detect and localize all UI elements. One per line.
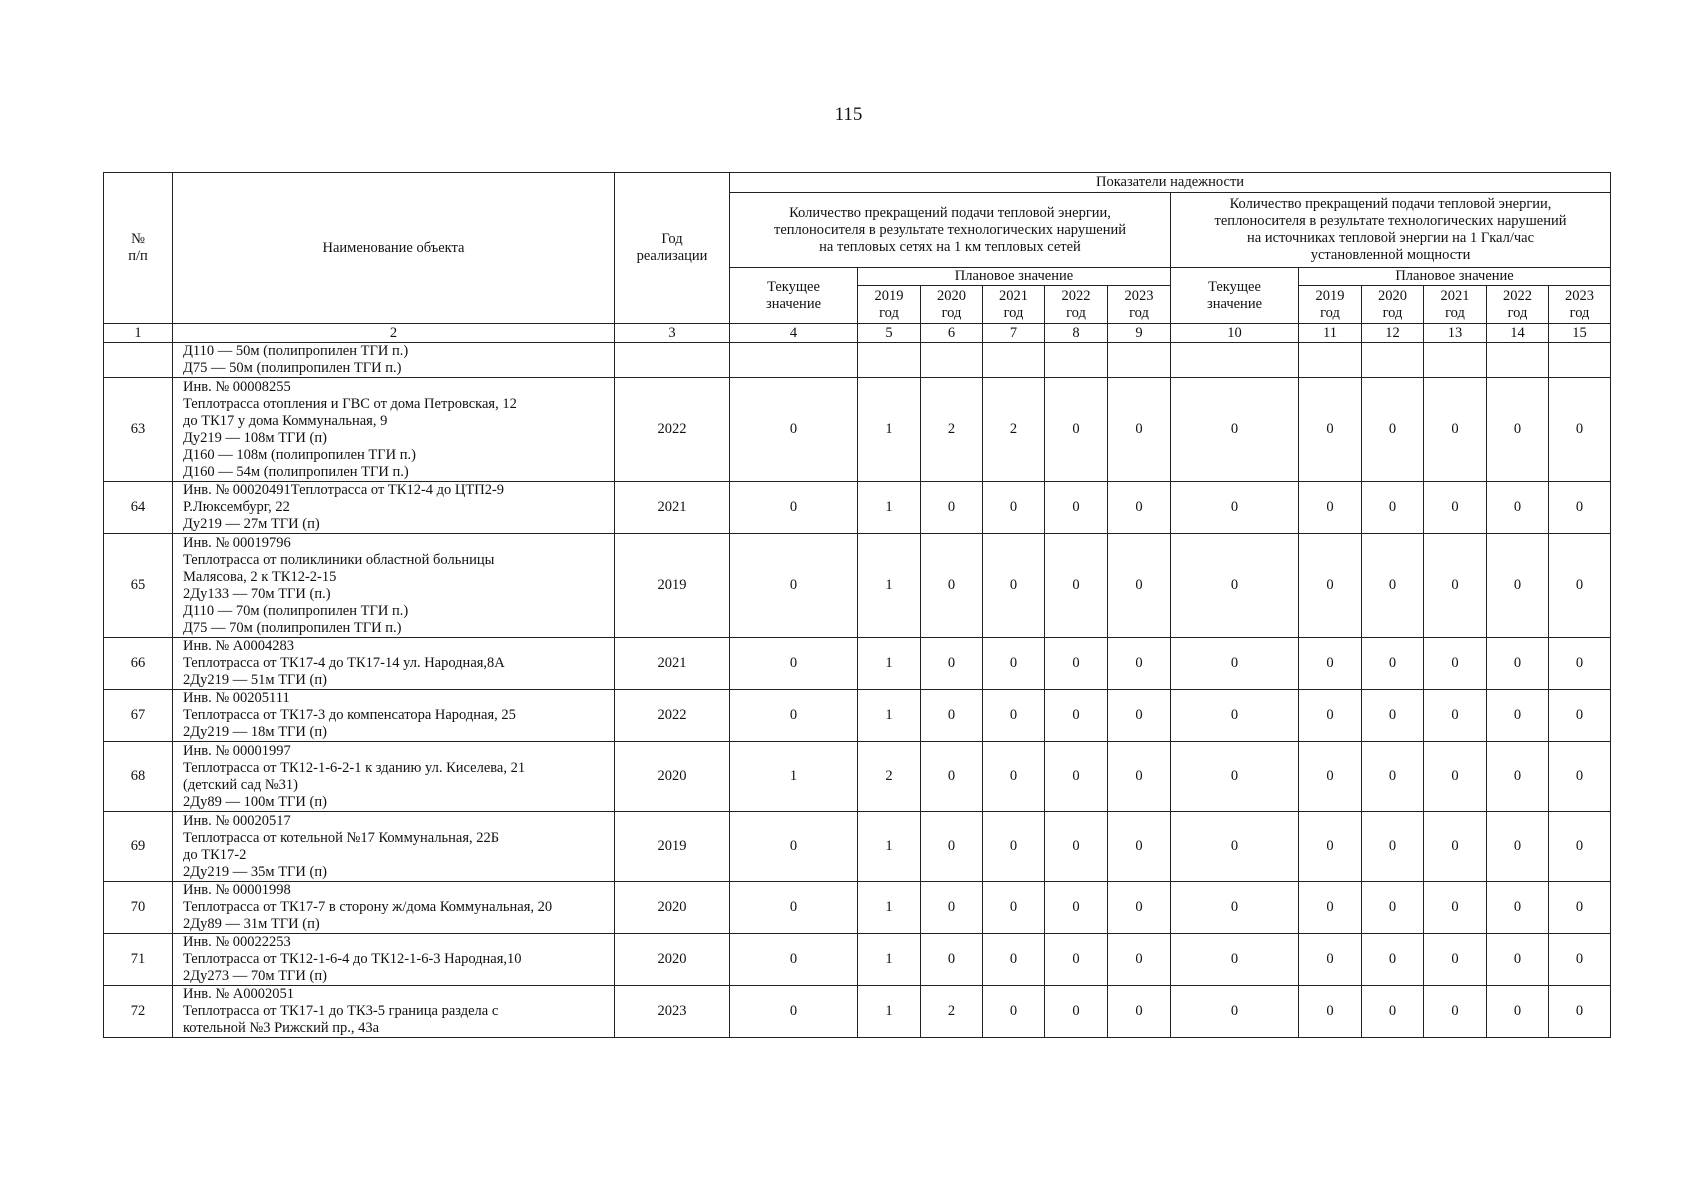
- header-group-line: на тепловых сетях на 1 км тепловых сетей: [819, 238, 1081, 255]
- object-name-line: Теплотрасса от ТК12-1-6-4 до ТК12-1-6-3 Народная,10: [183, 951, 522, 967]
- header-year-unit: год: [1507, 304, 1528, 321]
- indicator-value: 0: [1549, 378, 1611, 482]
- indicator-value: 0: [1487, 882, 1549, 934]
- header-year-value: 2022: [1503, 287, 1532, 304]
- indicator-value: 0: [1487, 812, 1549, 882]
- header-num: [104, 173, 173, 324]
- header-year-2023: [1549, 286, 1611, 324]
- indicator-value: 0: [1424, 812, 1487, 882]
- header-year-value: 2019: [1315, 287, 1345, 304]
- object-name-line: Теплотрасса от ТК12-1-6-2-1 к зданию ул. Киселева, 21: [183, 759, 526, 776]
- indicator-value: 0: [730, 812, 858, 882]
- indicator-value: [1299, 343, 1362, 378]
- header-current-networks: [730, 268, 858, 324]
- column-number: 14: [1487, 324, 1549, 343]
- indicator-value: 1: [858, 378, 921, 482]
- object-name-line: Теплотрасса от поликлиники областной больницы: [183, 551, 495, 568]
- indicator-value: 0: [1299, 882, 1362, 934]
- object-name-line: Д75 — 70м (полипропилен ТГИ п.): [183, 619, 402, 636]
- implementation-year: 2021: [615, 482, 730, 534]
- column-number: 1: [104, 324, 173, 343]
- indicator-value: 0: [1487, 690, 1549, 742]
- header-year-value: 2020: [1378, 287, 1407, 304]
- indicator-value: 0: [730, 934, 858, 986]
- implementation-year: 2022: [615, 690, 730, 742]
- header-year-2021: [1424, 286, 1487, 324]
- object-name-line: до ТК17 у дома Коммунальная, 9: [183, 412, 388, 429]
- header-year-2021: [983, 286, 1045, 324]
- object-name-line: Инв. № А0002051: [183, 986, 295, 1002]
- indicator-value: 0: [1171, 882, 1299, 934]
- indicator-value: 0: [1299, 482, 1362, 534]
- column-number: 12: [1362, 324, 1424, 343]
- row-number: 67: [104, 690, 173, 742]
- object-name-line: Малясова, 2 к ТК12-2-15: [183, 568, 337, 585]
- object-name-line: до ТК17-2: [183, 846, 247, 863]
- indicator-value: 1: [858, 534, 921, 638]
- header-current-line: значение: [1206, 295, 1263, 312]
- indicator-value: [983, 343, 1045, 378]
- indicator-value: [921, 343, 983, 378]
- indicator-value: 0: [1171, 934, 1299, 986]
- object-name-line: Теплотрасса от котельной №17 Коммунальная, 22Б: [183, 829, 500, 846]
- header-group-sources: [1171, 193, 1611, 268]
- indicator-value: 0: [921, 534, 983, 638]
- indicator-value: 0: [1108, 882, 1171, 934]
- indicator-value: 0: [1171, 534, 1299, 638]
- indicator-value: 0: [1424, 934, 1487, 986]
- indicator-value: 1: [730, 742, 858, 812]
- indicator-value: 0: [1549, 812, 1611, 882]
- header-year-line: реализации: [636, 248, 708, 264]
- object-name: [173, 742, 615, 812]
- indicator-value: 0: [1171, 986, 1299, 1038]
- object-name-line: Инв. № 00020491Теплотрасса от ТК12-4 до ЦТП2-9: [183, 482, 505, 498]
- indicator-value: 0: [983, 690, 1045, 742]
- object-name: [173, 378, 615, 482]
- indicator-value: 0: [921, 812, 983, 882]
- indicator-value: [1045, 343, 1108, 378]
- object-name-line: Инв. № 00205111: [183, 690, 290, 706]
- indicator-value: 0: [983, 482, 1045, 534]
- header-group-networks: [730, 193, 1171, 268]
- indicator-value: 0: [1487, 986, 1549, 1038]
- header-year-2019: [858, 286, 921, 324]
- indicator-value: 0: [921, 934, 983, 986]
- table-row: [104, 343, 1611, 378]
- indicator-value: 0: [1299, 638, 1362, 690]
- indicator-value: 0: [1171, 690, 1299, 742]
- indicator-value: 0: [1362, 812, 1424, 882]
- indicator-value: 0: [1362, 742, 1424, 812]
- object-name-line: 2Ду89 — 31м ТГИ (п): [183, 916, 320, 932]
- indicator-value: 0: [1108, 378, 1171, 482]
- table-row: [104, 882, 1611, 934]
- table-row: [104, 638, 1611, 690]
- indicator-value: [730, 343, 858, 378]
- indicator-value: 0: [730, 482, 858, 534]
- column-number: 3: [615, 324, 730, 343]
- implementation-year: [615, 343, 730, 378]
- indicator-value: 0: [1299, 534, 1362, 638]
- indicator-value: 0: [1108, 482, 1171, 534]
- header-current-line: значение: [765, 295, 822, 312]
- indicator-value: 0: [1299, 934, 1362, 986]
- indicator-value: 0: [1045, 638, 1108, 690]
- column-number: 13: [1424, 324, 1487, 343]
- row-number: 71: [104, 934, 173, 986]
- header-year-unit: год: [1003, 304, 1024, 321]
- column-number: 10: [1171, 324, 1299, 343]
- header-year: [615, 173, 730, 324]
- indicator-value: 0: [1171, 638, 1299, 690]
- indicator-value: 0: [1424, 534, 1487, 638]
- object-name-line: Инв. № 00020517: [183, 812, 291, 829]
- object-name-line: 2Ду273 — 70м ТГИ (п): [183, 968, 327, 984]
- indicator-value: 0: [921, 690, 983, 742]
- object-name: [173, 882, 615, 934]
- column-number: 8: [1045, 324, 1108, 343]
- indicator-value: 0: [983, 742, 1045, 812]
- object-name-line: Инв. № 00001998: [183, 882, 291, 898]
- header-year-value: 2020: [937, 287, 966, 304]
- header-year-unit: год: [1445, 304, 1465, 321]
- indicator-value: 0: [730, 690, 858, 742]
- header-num-line: п/п: [128, 248, 148, 264]
- header-group-line: теплоносителя в результате технологических нарушений: [774, 221, 1126, 238]
- row-number: 70: [104, 882, 173, 934]
- header-name: Наименование объекта: [173, 173, 615, 324]
- indicator-value: 0: [1424, 882, 1487, 934]
- indicator-value: 0: [1549, 934, 1611, 986]
- indicator-value: 0: [1362, 378, 1424, 482]
- indicator-value: 0: [1045, 986, 1108, 1038]
- header-group-line: Количество прекращений подачи тепловой энергии,: [789, 204, 1111, 221]
- table-row: [104, 986, 1611, 1038]
- indicator-value: 0: [1108, 934, 1171, 986]
- column-number: 9: [1108, 324, 1171, 343]
- object-name-line: Инв. № 00008255: [183, 378, 291, 395]
- indicator-value: 0: [1299, 812, 1362, 882]
- header-year-2023: [1108, 286, 1171, 324]
- page-number: 115: [834, 104, 863, 125]
- indicator-value: [1549, 343, 1611, 378]
- indicator-value: 0: [1362, 534, 1424, 638]
- object-name-line: Теплотрасса от ТК17-1 до ТК3-5 граница раздела с: [183, 1003, 499, 1019]
- header-group-line: теплоносителя в результате технологических нарушений: [1214, 213, 1567, 229]
- header-reliability: Показатели надежности: [730, 173, 1611, 193]
- indicator-value: 0: [921, 882, 983, 934]
- header-year-2022: [1487, 286, 1549, 324]
- indicator-value: 0: [983, 986, 1045, 1038]
- table-row: [104, 482, 1611, 534]
- object-name: [173, 343, 615, 378]
- object-name-line: Д160 — 54м (полипропилен ТГИ п.): [183, 463, 409, 480]
- indicator-value: 0: [983, 534, 1045, 638]
- indicator-value: 0: [1424, 690, 1487, 742]
- indicator-value: 0: [983, 812, 1045, 882]
- indicator-value: 0: [730, 378, 858, 482]
- object-name-line: Ду219 — 108м ТГИ (п): [183, 429, 327, 446]
- indicator-value: 1: [858, 638, 921, 690]
- column-number: 7: [983, 324, 1045, 343]
- table-row: [104, 934, 1611, 986]
- object-name-line: Р.Люксембург, 22: [183, 499, 290, 515]
- indicator-value: 0: [1045, 690, 1108, 742]
- indicator-value: 0: [1108, 690, 1171, 742]
- implementation-year: 2020: [615, 934, 730, 986]
- row-number: 66: [104, 638, 173, 690]
- indicator-value: [1171, 343, 1299, 378]
- indicator-value: 0: [983, 934, 1045, 986]
- header-planned-sources: Плановое значение: [1299, 268, 1611, 286]
- indicator-value: 0: [1108, 986, 1171, 1038]
- object-name-line: Инв. № А0004283: [183, 638, 295, 654]
- header-current-sources: [1171, 268, 1299, 324]
- column-number: 6: [921, 324, 983, 343]
- indicator-value: 0: [1045, 378, 1108, 482]
- indicator-value: 0: [1549, 986, 1611, 1038]
- indicator-value: 1: [858, 482, 921, 534]
- header-planned-networks: Плановое значение: [858, 268, 1171, 286]
- implementation-year: 2020: [615, 742, 730, 812]
- object-name-line: Д110 — 70м (полипропилен ТГИ п.): [183, 602, 409, 619]
- row-number: 72: [104, 986, 173, 1038]
- indicator-value: 0: [730, 986, 858, 1038]
- indicator-value: 0: [1362, 482, 1424, 534]
- indicator-value: 0: [1487, 378, 1549, 482]
- indicator-value: 0: [1362, 882, 1424, 934]
- object-name-line: Д75 — 50м (полипропилен ТГИ п.): [183, 360, 402, 376]
- header-year-unit: год: [941, 304, 962, 321]
- indicator-value: 0: [921, 742, 983, 812]
- implementation-year: 2020: [615, 882, 730, 934]
- object-name: [173, 482, 615, 534]
- header-year-unit: год: [1320, 304, 1340, 321]
- indicator-value: 0: [1045, 934, 1108, 986]
- column-number: 4: [730, 324, 858, 343]
- object-name: [173, 934, 615, 986]
- header-year-value: 2023: [1565, 287, 1595, 304]
- indicator-value: 0: [730, 534, 858, 638]
- column-number: 2: [173, 324, 615, 343]
- header-current-line: Текущее: [767, 278, 820, 295]
- indicator-value: 0: [1549, 638, 1611, 690]
- object-name-line: 2Ду133 — 70м ТГИ (п.): [183, 585, 331, 602]
- indicator-value: 0: [1045, 882, 1108, 934]
- object-name-line: (детский сад №31): [183, 776, 298, 793]
- object-name-line: Инв. № 00022253: [183, 934, 291, 950]
- column-number: 15: [1549, 324, 1611, 343]
- indicator-value: 1: [858, 882, 921, 934]
- indicator-value: 0: [1362, 690, 1424, 742]
- reliability-table: [103, 172, 1611, 1038]
- header-current-line: Текущее: [1208, 278, 1261, 295]
- indicator-value: 0: [1045, 812, 1108, 882]
- indicator-value: 0: [1424, 742, 1487, 812]
- object-name-line: Д110 — 50м (полипропилен ТГИ п.): [183, 343, 409, 359]
- indicator-value: 0: [1487, 934, 1549, 986]
- column-number: 5: [858, 324, 921, 343]
- header-group-line: на источниках тепловой энергии на 1 Гкал/час: [1247, 230, 1535, 246]
- indicator-value: 0: [1171, 812, 1299, 882]
- table-row: [104, 378, 1611, 482]
- header-num-line: №: [131, 231, 145, 247]
- implementation-year: 2021: [615, 638, 730, 690]
- object-name-line: 2Ду219 — 18м ТГИ (п): [183, 724, 327, 740]
- header-year-unit: год: [1129, 304, 1149, 321]
- table-row: [104, 690, 1611, 742]
- table-row: [104, 742, 1611, 812]
- implementation-year: 2023: [615, 986, 730, 1038]
- object-name-line: Ду219 — 27м ТГИ (п): [183, 516, 320, 532]
- header-year-value: 2019: [874, 287, 904, 304]
- indicator-value: 0: [1549, 534, 1611, 638]
- indicator-value: 0: [1045, 742, 1108, 812]
- implementation-year: 2022: [615, 378, 730, 482]
- indicator-value: [1362, 343, 1424, 378]
- indicator-value: 0: [1549, 742, 1611, 812]
- indicator-value: 1: [858, 986, 921, 1038]
- object-name: [173, 534, 615, 638]
- indicator-value: 0: [1108, 638, 1171, 690]
- indicator-value: [1108, 343, 1171, 378]
- object-name-line: Теплотрасса от ТК17-3 до компенсатора Народная, 25: [183, 707, 516, 723]
- indicator-value: 0: [1487, 482, 1549, 534]
- object-name: [173, 638, 615, 690]
- indicator-value: 0: [1362, 934, 1424, 986]
- column-number: 11: [1299, 324, 1362, 343]
- implementation-year: 2019: [615, 534, 730, 638]
- indicator-value: 0: [1487, 534, 1549, 638]
- object-name-line: 2Ду89 — 100м ТГИ (п): [183, 793, 327, 810]
- indicator-value: 2: [983, 378, 1045, 482]
- indicator-value: [1487, 343, 1549, 378]
- object-name: [173, 812, 615, 882]
- indicator-value: 1: [858, 934, 921, 986]
- object-name-line: 2Ду219 — 51м ТГИ (п): [183, 672, 327, 688]
- indicator-value: 2: [921, 986, 983, 1038]
- header-year-unit: год: [1569, 304, 1590, 321]
- header-year-2020: [1362, 286, 1424, 324]
- object-name-line: 2Ду219 — 35м ТГИ (п): [183, 863, 327, 880]
- object-name-line: Инв. № 00001997: [183, 742, 291, 759]
- indicator-value: 0: [730, 638, 858, 690]
- header-year-2020: [921, 286, 983, 324]
- object-name-line: котельной №3 Рижский пр., 43а: [183, 1020, 380, 1036]
- indicator-value: 0: [1424, 482, 1487, 534]
- row-number: [104, 343, 173, 378]
- header-group-line: установленной мощности: [1310, 247, 1471, 263]
- row-number: 68: [104, 742, 173, 812]
- indicator-value: [858, 343, 921, 378]
- row-number: 63: [104, 378, 173, 482]
- indicator-value: 0: [1108, 742, 1171, 812]
- indicator-value: 0: [1362, 986, 1424, 1038]
- header-year-2019: [1299, 286, 1362, 324]
- indicator-value: 0: [1549, 882, 1611, 934]
- indicator-value: 0: [983, 882, 1045, 934]
- object-name-line: Инв. № 00019796: [183, 534, 291, 551]
- header-group-line: Количество прекращений подачи тепловой энергии,: [1229, 196, 1552, 212]
- row-number: 69: [104, 812, 173, 882]
- indicator-value: 0: [1299, 378, 1362, 482]
- indicator-value: 2: [921, 378, 983, 482]
- indicator-value: 1: [858, 690, 921, 742]
- table-row: [104, 534, 1611, 638]
- header-year-value: 2021: [999, 287, 1028, 304]
- indicator-value: 0: [921, 482, 983, 534]
- indicator-value: 1: [858, 812, 921, 882]
- header-year-unit: год: [879, 304, 899, 321]
- object-name-line: Теплотрасса от ТК17-7 в сторону ж/дома Коммунальная, 20: [183, 899, 553, 915]
- indicator-value: 0: [1108, 534, 1171, 638]
- indicator-value: 0: [1171, 378, 1299, 482]
- indicator-value: 0: [1045, 482, 1108, 534]
- indicator-value: 0: [1045, 534, 1108, 638]
- row-number: 65: [104, 534, 173, 638]
- header-year-unit: год: [1382, 304, 1403, 321]
- indicator-value: 0: [1549, 482, 1611, 534]
- indicator-value: 0: [1487, 742, 1549, 812]
- indicator-value: 0: [730, 882, 858, 934]
- indicator-value: 0: [983, 638, 1045, 690]
- indicator-value: 2: [858, 742, 921, 812]
- indicator-value: 0: [921, 638, 983, 690]
- indicator-value: 0: [1424, 986, 1487, 1038]
- indicator-value: 0: [1299, 690, 1362, 742]
- indicator-value: 0: [1171, 482, 1299, 534]
- row-number: 64: [104, 482, 173, 534]
- object-name-line: Д160 — 108м (полипропилен ТГИ п.): [183, 446, 416, 463]
- indicator-value: 0: [1549, 690, 1611, 742]
- indicator-value: 0: [1424, 638, 1487, 690]
- object-name: [173, 986, 615, 1038]
- indicator-value: [1424, 343, 1487, 378]
- indicator-value: 0: [1171, 742, 1299, 812]
- object-name: [173, 690, 615, 742]
- indicator-value: 0: [1299, 742, 1362, 812]
- header-year-value: 2022: [1061, 287, 1091, 304]
- table-row: [104, 812, 1611, 882]
- implementation-year: 2019: [615, 812, 730, 882]
- object-name-line: Теплотрасса отопления и ГВС от дома Петровская, 12: [183, 395, 517, 412]
- indicator-value: 0: [1362, 638, 1424, 690]
- header-year-value: 2023: [1124, 287, 1154, 304]
- header-year-unit: год: [1066, 304, 1086, 321]
- header-year-2022: [1045, 286, 1108, 324]
- indicator-value: 0: [1424, 378, 1487, 482]
- indicator-value: 0: [1487, 638, 1549, 690]
- indicator-value: 0: [1108, 812, 1171, 882]
- header-year-line: Год: [661, 231, 683, 247]
- header-year-value: 2021: [1440, 287, 1470, 304]
- object-name-line: Теплотрасса от ТК17-4 до ТК17-14 ул. Народная,8А: [183, 655, 505, 671]
- indicator-value: 0: [1299, 986, 1362, 1038]
